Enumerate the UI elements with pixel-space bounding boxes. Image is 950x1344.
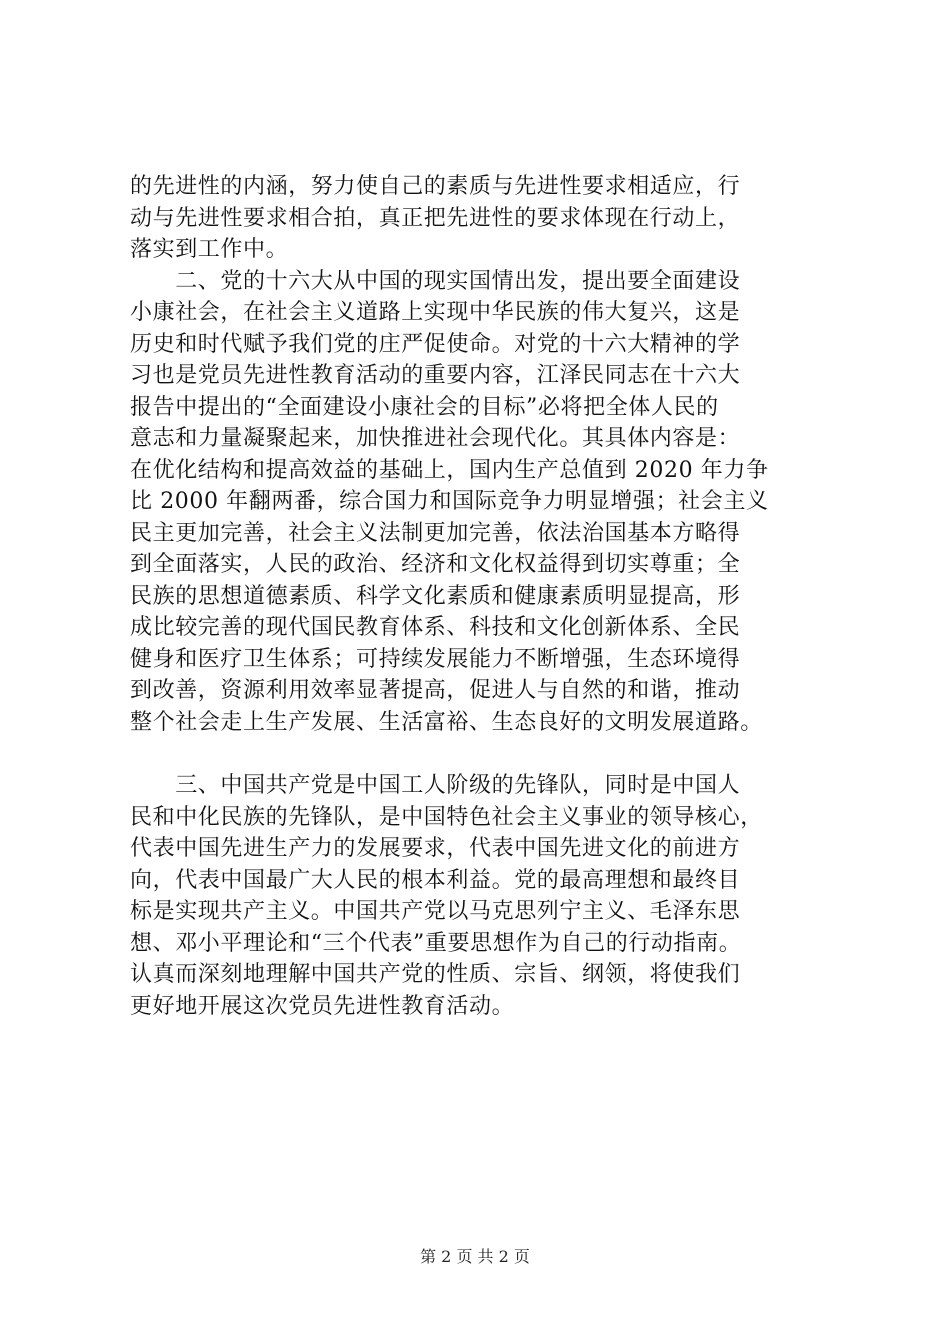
text-line: 二、党的十六大从中国的现实国情出发，提出要全面建设 [130,268,741,294]
text-line: 民和中化民族的先锋队，是中国特色社会主义事业的领导核心， [130,804,763,830]
text-line: 代表中国先进生产力的发展要求，代表中国先进文化的前进方 [130,836,741,861]
text-line: 健身和医疗卫生体系；可持续发展能力不断增强，生态环境得 [130,646,741,672]
text-line: 到全面落实，人民的政治、经济和文化权益得到切实尊重；全 [130,552,741,577]
text-line: 认真而深刻地理解中国共产党的性质、宗旨、纲领，将使我们 [130,962,741,987]
text-line: 更好地开展这次党员先进性教育活动。 [130,993,515,1019]
text-line: 想、邓小平理论和“三个代表”重要思想作为自己的行动指南。 [130,930,742,956]
text-line: 在优化结构和提高效益的基础上，国内生产总值到 2020 年力争 [130,457,769,483]
page-footer: 第 2 页 共 2 页 [420,1247,530,1266]
body-text-upper [130,171,830,738]
text-line: 整个社会走上生产发展、生活富裕、生态良好的文明发展道路。 [130,709,763,735]
text-line: 向，代表中国最广大人民的根本利益。党的最高理想和最终目 [130,867,741,893]
text-line: 到改善，资源利用效率显著提高，促进人与自然的和谐，推动 [130,678,741,703]
text-line: 落实到工作中。 [130,237,289,262]
body-text-lower [130,770,830,1022]
text-line: 报告中提出的“全面建设小康社会的目标”必将把全体人民的 [130,394,719,420]
text-line: 三、中国共产党是中国工人阶级的先锋队，同时是中国人 [130,773,741,798]
text-line: 的先进性的内涵，努力使自己的素质与先进性要求相适应，行 [130,174,741,199]
text-line: 成比较完善的现代国民教育体系、科技和文化创新体系、全民 [130,615,741,640]
text-line: 民族的思想道德素质、科学文化素质和健康素质明显提高，形 [130,583,741,609]
text-line: 动与先进性要求相合拍，真正把先进性的要求体现在行动上， [130,205,741,231]
text-line: 习也是党员先进性教育活动的重要内容，江泽民同志在十六大 [130,363,741,388]
text-line: 小康社会，在社会主义道路上实现中华民族的伟大复兴，这是 [130,300,741,325]
text-line: 标是实现共产主义。中国共产党以马克思列宁主义、毛泽东思 [130,899,741,924]
text-line: 历史和时代赋予我们党的庄严促使命。对党的十六大精神的学 [130,331,741,357]
text-line: 比 2000 年翻两番，综合国力和国际竞争力明显增强；社会主义 [130,489,769,514]
text-line: 意志和力量凝聚起来，加快推进社会现代化。其具体内容是： [130,426,741,451]
text-line: 民主更加完善，社会主义法制更加完善，依法治国基本方略得 [130,520,741,546]
